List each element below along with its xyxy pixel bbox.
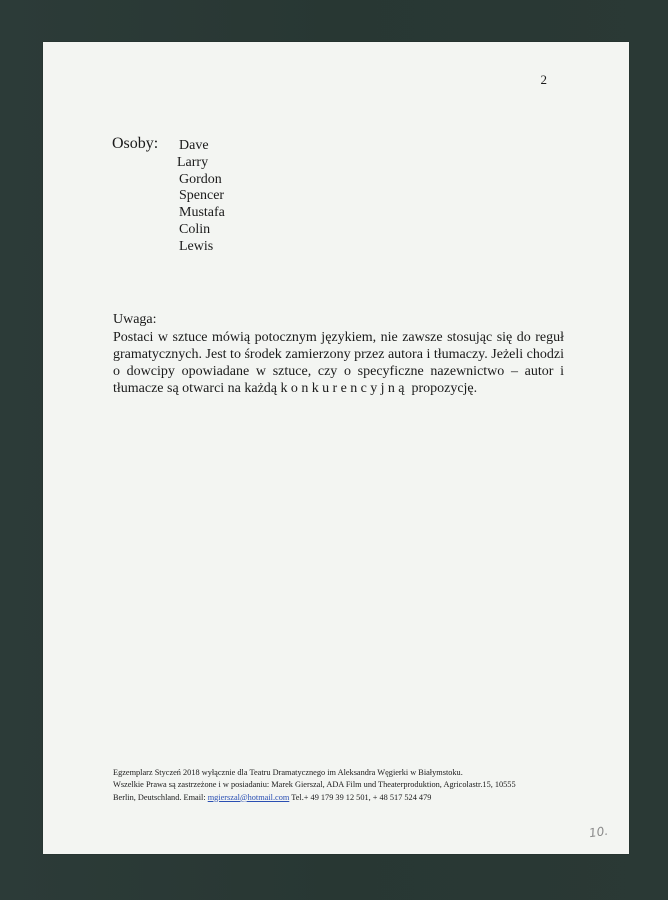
person-name: Gordon — [179, 171, 222, 187]
person-name: Dave — [179, 138, 209, 153]
person-name: Mustafa — [179, 205, 225, 221]
person-name: Larry — [177, 154, 209, 170]
note-title: Uwaga: — [113, 312, 157, 327]
note-paragraph — [113, 329, 564, 397]
footer-line — [113, 792, 553, 804]
page-number: 2 — [540, 72, 547, 87]
person-name: Colin — [179, 221, 211, 237]
footer-text: Berlin, Deutschland. Email: — [113, 792, 208, 802]
persons-list — [179, 138, 225, 256]
footer-line: Wszelkie Prawa są zastrzeżone i w posiadaniu: Marek Gierszal, ADA Film und Theaterproduktion, Agricolastr.15, 10555 — [113, 780, 516, 790]
email-link[interactable]: mgierszal@hotmail.com — [207, 792, 290, 802]
footer-phone: Tel.+ 49 179 39 12 501, + 48 517 524 479 — [289, 792, 432, 802]
note-emphasis: konkurencyjną — [280, 381, 408, 396]
footer-line: Egzemplarz Styczeń 2018 wyłącznie dla Teatru Dramatycznego im Aleksandra Węgierki w Białymstoku. — [113, 768, 463, 777]
handwritten-mark: 10. — [588, 823, 609, 841]
person-name: Lewis — [179, 238, 214, 254]
persons-label: Osoby: — [112, 135, 159, 152]
note-text-end: propozycję. — [407, 381, 478, 396]
footer — [113, 767, 553, 804]
person-name: Spencer — [179, 188, 225, 204]
document-page — [43, 42, 629, 854]
note-text: Postaci w sztuce mówią potocznym językiem, nie zawsze stosując się do reguł gramatycznych. Jest to środek zamierzony przez autora i tłumaczy. Jeżeli chodzi o dowcipy opowiadane w sztuce, czy o specyficzne nazewnictwo – autor i tłumacze są otwarci na każdą — [113, 330, 564, 396]
